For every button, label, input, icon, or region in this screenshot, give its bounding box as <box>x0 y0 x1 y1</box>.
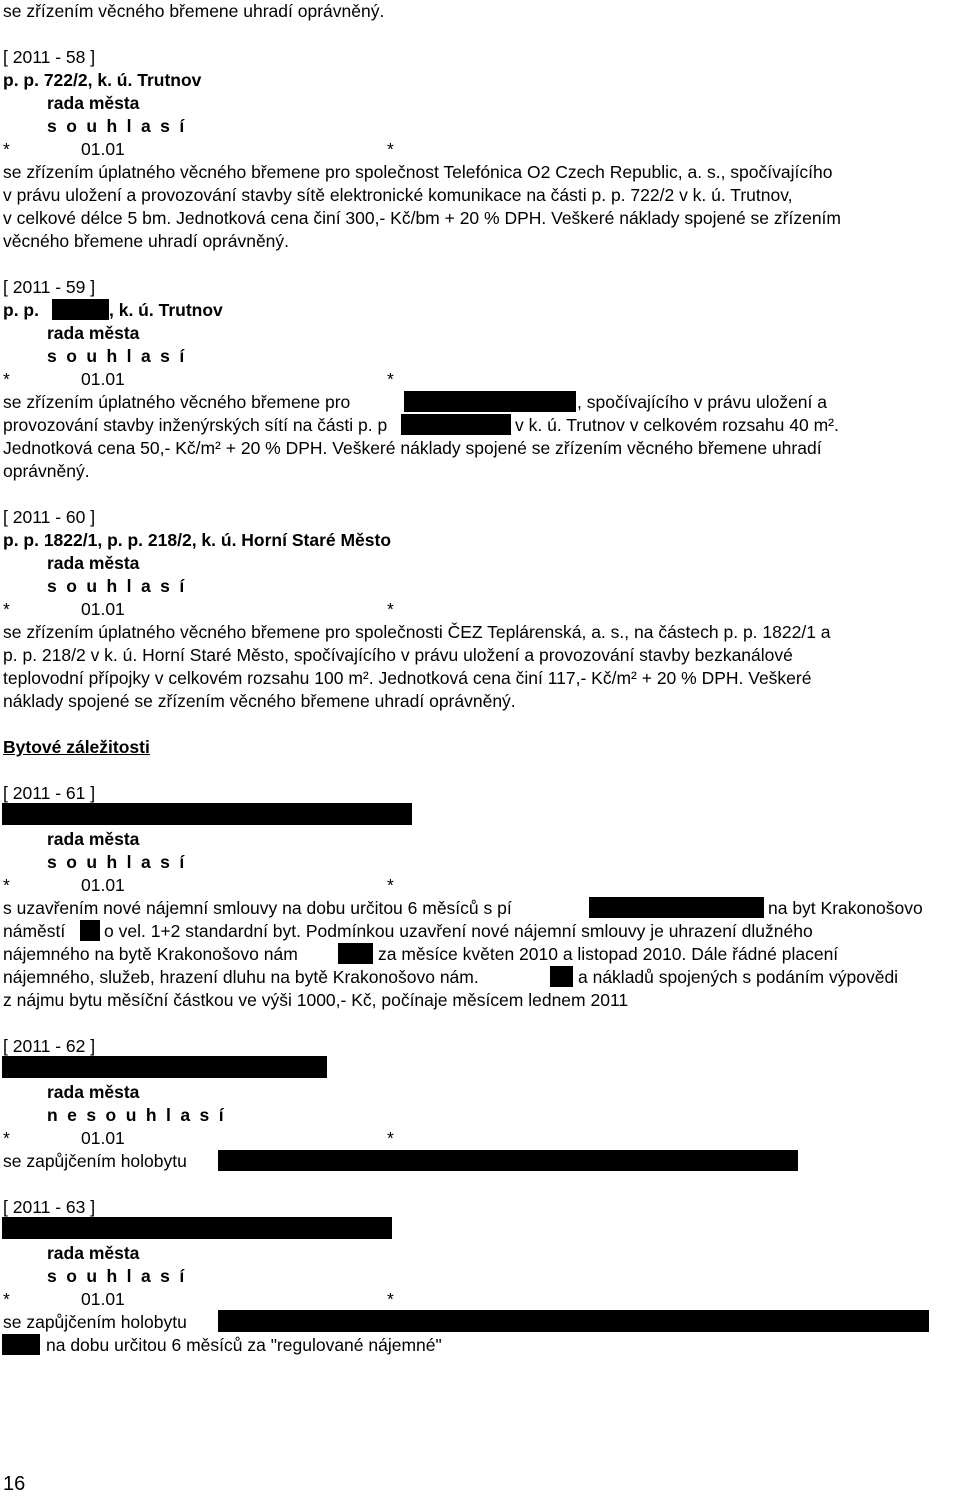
star-marker: * <box>387 1289 394 1309</box>
text-line: z nájmu bytu měsíční částkou ve výši 1000,- Kč, počínaje měsícem lednem 2011 <box>3 990 629 1010</box>
redaction-block <box>218 1150 798 1171</box>
text-line: se zřízením úplatného věcného břemene pro společnost Telefónica O2 Czech Republic, a. s., spočívajícího <box>3 162 833 182</box>
star-marker: * <box>3 139 10 159</box>
text-line: a nákladů spojených s podáním výpovědi <box>578 967 899 987</box>
redaction-block <box>218 1310 929 1332</box>
text-line: p. p. 218/2 v k. ú. Horní Staré Město, spočívajícího v právu uložení a provozování stavby bezkanálové <box>3 645 793 665</box>
resolution-title: p. p. 722/2, k. ú. Trutnov <box>3 70 202 90</box>
redaction-block <box>401 414 511 435</box>
text-line: teplovodní přípojky v celkovém rozsahu 100 m². Jednotková cena činí 117,- Kč/m² + 20 % DPH. Veškeré <box>3 668 812 688</box>
resolution-number: [ 2011 - 58 ] <box>3 47 96 67</box>
redaction-block <box>589 897 764 918</box>
council-label: rada města <box>47 1082 140 1102</box>
star-marker: * <box>3 599 10 619</box>
code-line <box>3 874 394 897</box>
code-line <box>3 1127 394 1150</box>
star-marker: * <box>387 1128 394 1148</box>
text-line: na dobu určitou 6 měsíců za "regulované nájemné" <box>46 1335 442 1355</box>
redaction-block <box>80 920 100 941</box>
star-marker: * <box>3 1289 10 1309</box>
text-line: za měsíce květen 2010 a listopad 2010. Dále řádné placení <box>378 944 839 964</box>
council-label: rada města <box>47 553 140 573</box>
code-line <box>3 598 394 621</box>
resolution-title-suffix: , k. ú. Trutnov <box>109 300 223 320</box>
star-marker: * <box>387 875 394 895</box>
section-heading: Bytové záležitosti <box>3 737 150 757</box>
redaction-block <box>338 943 373 964</box>
code-value: 01.01 <box>81 139 125 159</box>
resolution-title: p. p. <box>3 300 39 320</box>
resolution-verdict: s o u h l a s í <box>47 116 187 136</box>
code-value: 01.01 <box>81 875 125 895</box>
code-line <box>3 138 394 161</box>
text-line: o vel. 1+2 standardní byt. Podmínkou uzavření nové nájemní smlouvy je uhrazení dlužného <box>104 921 813 941</box>
text-line: na byt Krakonošovo <box>768 898 923 918</box>
code-line <box>3 1288 394 1311</box>
code-line <box>3 368 394 391</box>
text-line: provozování stavby inženýrských sítí na části p. p <box>3 415 388 435</box>
redaction-block <box>550 966 573 987</box>
text-line: v k. ú. Trutnov v celkovém rozsahu 40 m². <box>515 415 839 435</box>
council-label: rada města <box>47 1243 140 1263</box>
text-line: se zřízením úplatného věcného břemene pro <box>3 392 351 412</box>
code-value: 01.01 <box>81 599 125 619</box>
text-line: náklady spojené se zřízením věcného břemene uhradí oprávněný. <box>3 691 516 711</box>
redaction-block <box>2 1217 392 1239</box>
resolution-verdict: s o u h l a s í <box>47 1266 187 1286</box>
text-line: Jednotková cena 50,- Kč/m² + 20 % DPH. Veškeré náklady spojené se zřízením věcného břemene uhradí <box>3 438 822 458</box>
text-line: se zapůjčením holobytu <box>3 1312 187 1332</box>
star-marker: * <box>3 1128 10 1148</box>
star-marker: * <box>3 875 10 895</box>
text-line: v právu uložení a provozování stavby sítě elektronické komunikace na části p. p. 722/2 v k. ú. Trutnov, <box>3 185 793 205</box>
star-marker: * <box>3 369 10 389</box>
resolution-number: [ 2011 - 63 ] <box>3 1197 96 1217</box>
star-marker: * <box>387 139 394 159</box>
page-number: 16 <box>3 1473 26 1495</box>
resolution-verdict: n e s o u h l a s í <box>47 1105 226 1125</box>
star-marker: * <box>387 599 394 619</box>
resolution-verdict: s o u h l a s í <box>47 346 187 366</box>
resolution-number: [ 2011 - 59 ] <box>3 277 96 297</box>
star-marker: * <box>387 369 394 389</box>
text-line: náměstí <box>3 921 66 941</box>
resolution-number: [ 2011 - 61 ] <box>3 783 96 803</box>
code-value: 01.01 <box>81 1128 125 1148</box>
council-label: rada města <box>47 323 140 343</box>
code-value: 01.01 <box>81 369 125 389</box>
council-label: rada města <box>47 829 140 849</box>
text-line: věcného břemene uhradí oprávněný. <box>3 231 290 251</box>
text-line: nájemného, služeb, hrazení dluhu na bytě Krakonošovo nám. <box>3 967 479 987</box>
text-line: se zřízením úplatného věcného břemene pro společnosti ČEZ Teplárenská, a. s., na částech p. p. 1822/1 a <box>3 622 831 642</box>
resolution-verdict: s o u h l a s í <box>47 852 187 872</box>
text-line: se zapůjčením holobytu <box>3 1151 187 1171</box>
council-label: rada města <box>47 93 140 113</box>
resolution-number: [ 2011 - 62 ] <box>3 1036 96 1056</box>
text-line: , spočívajícího v právu uložení a <box>577 392 827 412</box>
resolution-number: [ 2011 - 60 ] <box>3 507 96 527</box>
resolution-verdict: s o u h l a s í <box>47 576 187 596</box>
redaction-block <box>2 1056 327 1078</box>
redaction-block <box>404 391 576 412</box>
redaction-block <box>2 1334 40 1355</box>
redaction-block <box>52 299 109 320</box>
redaction-block <box>2 803 412 825</box>
text-line: se zřízením věcného břemene uhradí oprávněný. <box>3 1 385 21</box>
text-line: v celkové délce 5 bm. Jednotková cena činí 300,- Kč/bm + 20 % DPH. Veškeré náklady spojené se zřízením <box>3 208 842 228</box>
text-line: oprávněný. <box>3 461 90 481</box>
code-value: 01.01 <box>81 1289 125 1309</box>
text-line: nájemného na bytě Krakonošovo nám <box>3 944 298 964</box>
resolution-title: p. p. 1822/1, p. p. 218/2, k. ú. Horní Staré Město <box>3 530 392 550</box>
text-line: s uzavřením nové nájemní smlouvy na dobu určitou 6 měsíců s pí <box>3 898 512 918</box>
